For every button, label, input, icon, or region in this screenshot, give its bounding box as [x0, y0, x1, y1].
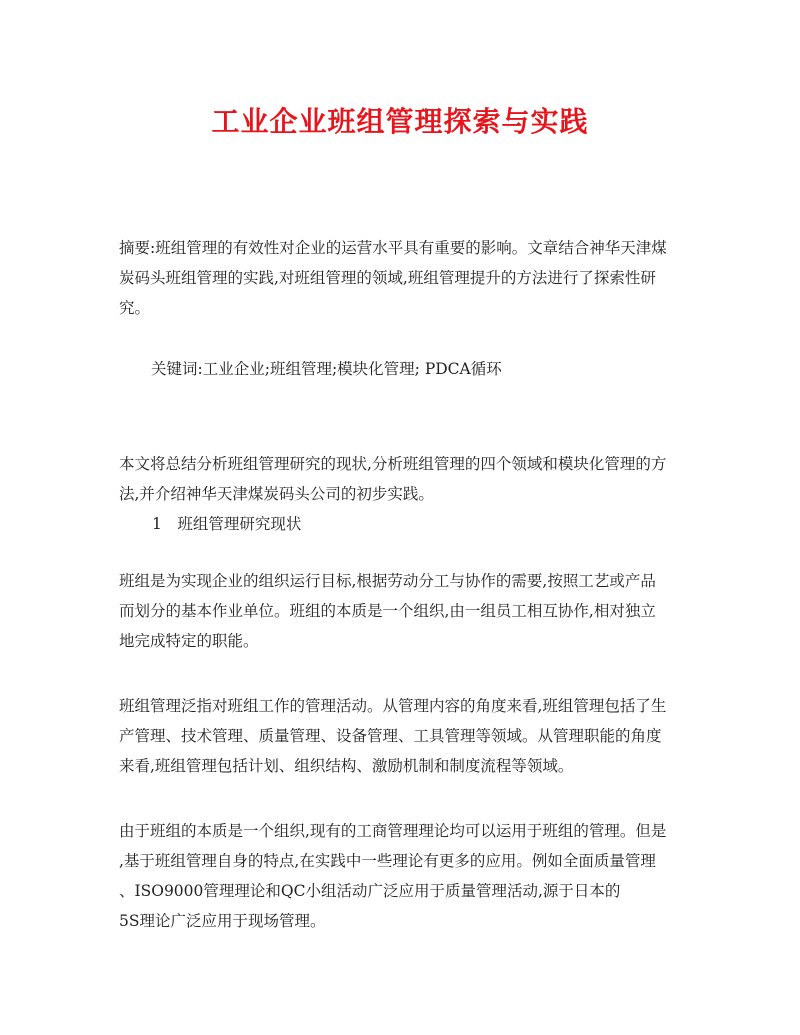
paragraph-3 [119, 816, 684, 936]
paragraph-line: 班组管理泛指对班组工作的管理活动。从管理内容的角度来看,班组管理包括了生 [119, 697, 667, 715]
paragraph-2 [119, 691, 684, 781]
paragraph-1 [119, 566, 684, 656]
document-title: 工业企业班组管理探索与实践 [211, 105, 589, 138]
paragraph-line: 、ISO9000管理理论和QC小组活动广泛应用于质量管理活动,源于日本的 [119, 882, 621, 900]
paragraph-line: 来看,班组管理包括计划、组织结构、激励机制和制度流程等领域。 [119, 757, 574, 775]
paragraph-line: 由于班组的本质是一个组织,现有的工商管理理论均可以运用于班组的管理。但是 [119, 822, 667, 840]
paragraph-line: 班组是为实现企业的组织运行目标,根据劳动分工与协作的需要,按照工艺或产品 [119, 572, 656, 590]
paragraph-line: ,基于班组管理自身的特点,在实践中一些理论有更多的应用。例如全面质量管理 [119, 852, 656, 870]
abstract-line: 究。 [119, 299, 151, 317]
keywords-line: 关键词:工业企业;班组管理;模块化管理; PDCA循环 [151, 360, 502, 378]
section-heading: 1 班组管理研究现状 [152, 515, 302, 533]
intro-line: 本文将总结分析班组管理研究的现状,分析班组管理的四个领域和模块化管理的方 [119, 455, 667, 473]
abstract-line: 炭码头班组管理的实践,对班组管理的领域,班组管理提升的方法进行了探索性研 [119, 269, 656, 287]
abstract-line: 摘要:班组管理的有效性对企业的运营水平具有重要的影响。文章结合神华天津煤 [119, 239, 667, 257]
intro-line: 法,并介绍神华天津煤炭码头公司的初步实践。 [119, 485, 434, 503]
paragraph-line: 而划分的基本作业单位。班组的本质是一个组织,由一组员工相互协作,相对独立 [119, 602, 656, 620]
paragraph-line: 产管理、技术管理、质量管理、设备管理、工具管理等领域。从管理职能的角度 [119, 727, 662, 745]
abstract-paragraph [119, 233, 684, 323]
paragraph-line: 5S理论广泛应用于现场管理。 [119, 912, 326, 930]
paragraph-line: 地完成特定的职能。 [119, 632, 259, 650]
intro-paragraph [119, 449, 684, 509]
